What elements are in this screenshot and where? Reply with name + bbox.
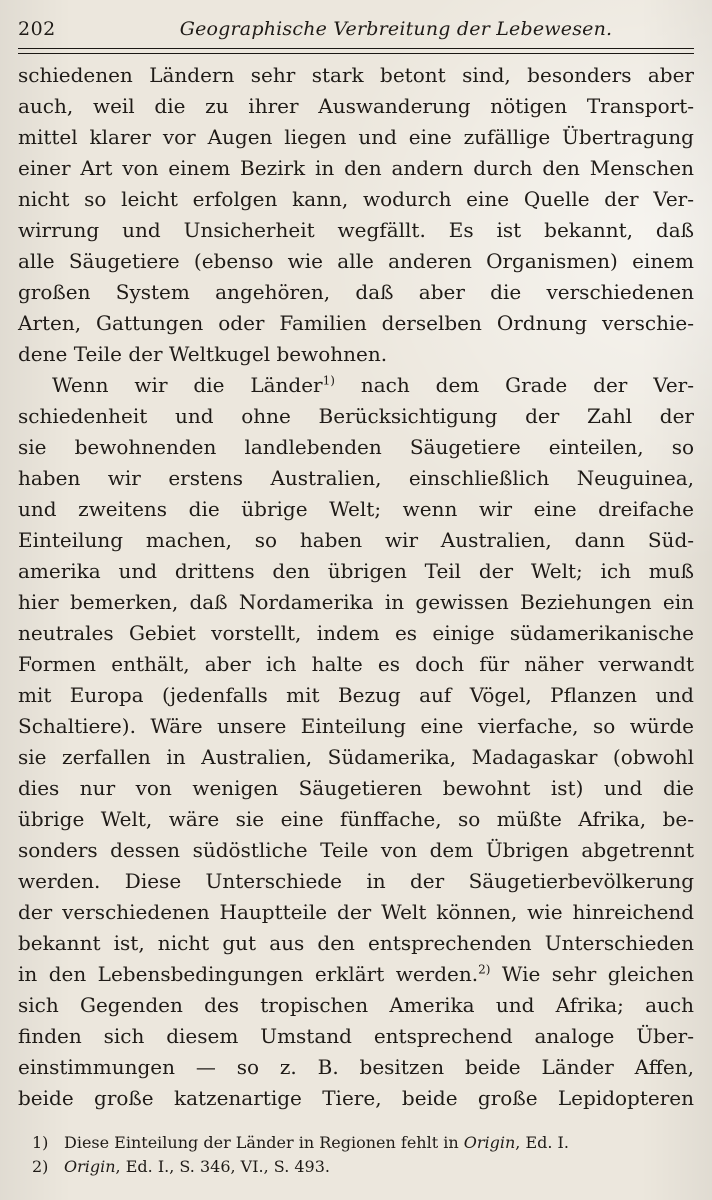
text-fragment: Wenn wir die Länder: [52, 373, 323, 397]
text-line: Formen enthält, aber ich halte es doch für näher verwandt: [18, 652, 694, 676]
header-rule-top: [18, 48, 694, 49]
text-line: einer Art von einem Bezirk in den andern durch den Menschen: [18, 156, 694, 180]
text-line: neutrales Gebiet vorstellt, indem es einige südamerikanische: [18, 621, 694, 645]
text-line: sie zerfallen in Australien, Südamerika, Madagaskar (obwohl: [18, 745, 694, 769]
text-line: dies nur von wenigen Säugetieren bewohnt ist) und die: [18, 776, 694, 800]
footnote-italic: Origin: [463, 1133, 516, 1152]
text-line: finden sich diesem Umstand entsprechend analoge Über-: [18, 1024, 694, 1048]
footnotes: [18, 1131, 694, 1179]
header-rule-bottom: [18, 53, 694, 54]
text-line: werden. Diese Unterschiede in der Säugetierbevölkerung: [18, 869, 694, 893]
text-line: wirrung und Unsicherheit wegfällt. Es ist bekannt, daß: [18, 218, 694, 242]
text-line: nicht so leicht erfolgen kann, wodurch eine Quelle der Ver-: [18, 187, 694, 211]
footnote-reference: 1): [322, 373, 335, 388]
text-line: bekannt ist, nicht gut aus den entsprechenden Unterschieden: [18, 931, 694, 955]
text-fragment: in den Lebensbedingungen erklärt werden.: [18, 962, 479, 986]
text-line: Schaltiere). Wäre unsere Einteilung eine vierfache, so würde: [18, 714, 694, 738]
text-line: mittel klarer vor Augen liegen und eine zufällige Übertragung: [18, 125, 694, 149]
text-line: sonders dessen südöstliche Teile von dem Übrigen abgetrennt: [18, 838, 694, 862]
page-header: [18, 18, 694, 46]
text-line: Einteilung machen, so haben wir Australien, dann Süd-: [18, 528, 694, 552]
text-line: sich Gegenden des tropischen Amerika und Afrika; auch: [18, 993, 694, 1017]
text-line: sie bewohnenden landlebenden Säugetiere einteilen, so: [18, 435, 694, 459]
main-text: [18, 60, 694, 1114]
text-line: übrige Welt, wäre sie eine fünffache, so müßte Afrika, be-: [18, 807, 694, 831]
footnote-text: , Ed. I., S. 346, VI., S. 493.: [115, 1157, 330, 1176]
text-line: Arten, Gattungen oder Familien derselben Ordnung verschie-: [18, 311, 694, 335]
text-line-with-footnote: [18, 959, 694, 990]
text-line: mit Europa (jedenfalls mit Bezug auf Vögel, Pflanzen und: [18, 683, 694, 707]
text-line-with-footnote: [18, 370, 694, 401]
footnote-mark: 2): [32, 1157, 49, 1176]
text-line: beide große katzenartige Tiere, beide große Lepidopteren: [18, 1086, 694, 1110]
text-line: dene Teile der Weltkugel bewohnen.: [18, 342, 388, 366]
footnote-1: [18, 1131, 694, 1155]
page-number: 202: [18, 18, 56, 40]
text-line: hier bemerken, daß Nordamerika in gewissen Beziehungen ein: [18, 590, 694, 614]
text-line: einstimmungen — so z. B. besitzen beide Länder Affen,: [18, 1055, 694, 1079]
text-line: alle Säugetiere (ebenso wie alle anderen Organismen) einem: [18, 249, 694, 273]
footnote-text: , Ed. I.: [515, 1133, 569, 1152]
footnote-italic: Origin: [64, 1157, 116, 1176]
footnote-mark: 1): [32, 1133, 49, 1152]
text-line: großen System angehören, daß aber die verschiedenen: [18, 280, 694, 304]
footnote-reference: 2): [478, 962, 491, 977]
text-line: haben wir erstens Australien, einschließlich Neuguinea,: [18, 466, 694, 490]
text-line: schiedenen Ländern sehr stark betont sind, besonders aber: [18, 63, 694, 87]
running-title: Geographische Verbreitung der Lebewesen.: [179, 18, 613, 40]
footnote-2: [18, 1155, 694, 1179]
footnote-separator: [18, 1126, 238, 1127]
text-line: und zweitens die übrige Welt; wenn wir eine dreifache: [18, 497, 694, 521]
text-fragment: Wie sehr gleichen: [501, 962, 694, 986]
text-line: der verschiedenen Hauptteile der Welt können, wie hinreichend: [18, 900, 694, 924]
text-fragment: nach dem Grade der Ver-: [360, 373, 695, 397]
footnote-text: Diese Einteilung der Länder in Regionen fehlt in: [64, 1133, 464, 1152]
text-line: auch, weil die zu ihrer Auswanderung nötigen Transport-: [18, 94, 694, 118]
text-line: amerika und drittens den übrigen Teil der Welt; ich muß: [18, 559, 694, 583]
text-line: schiedenheit und ohne Berücksichtigung der Zahl der: [18, 404, 694, 428]
